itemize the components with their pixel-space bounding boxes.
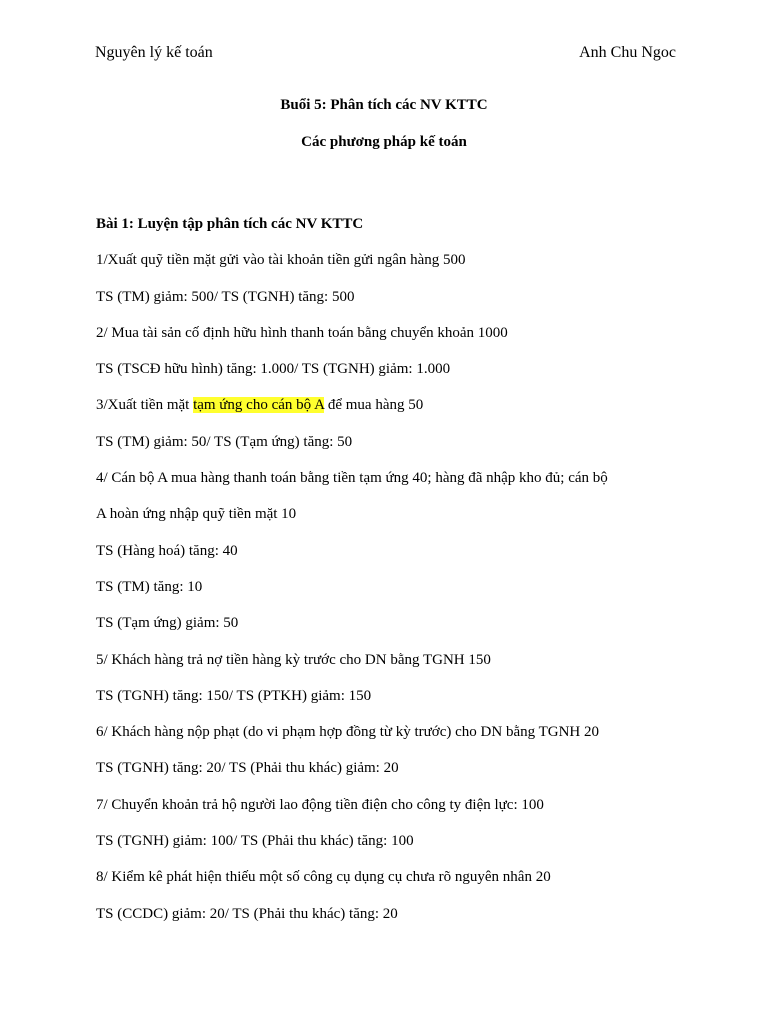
transaction-6: 6/ Khách hàng nộp phạt (do vi phạm hợp đồng từ kỳ trước) cho DN bằng TGNH 20: [96, 724, 600, 741]
analysis-7: TS (TGNH) giảm: 100/ TS (Phải thu khác) tăng: 100: [96, 833, 414, 850]
transaction-1: 1/Xuất quỹ tiền mặt gửi vào tài khoản tiền gửi ngân hàng 500: [96, 252, 466, 269]
analysis-5: TS (TGNH) tăng: 150/ TS (PTKH) giảm: 150: [96, 687, 372, 704]
header-course-name: Nguyên lý kế toán: [95, 44, 213, 61]
analysis-6: TS (TGNH) tăng: 20/ TS (Phải thu khác) giảm: 20: [96, 760, 399, 777]
analysis-2: TS (TSCĐ hữu hình) tăng: 1.000/ TS (TGNH) giảm: 1.000: [96, 361, 451, 378]
transaction-4-line-1: 4/ Cán bộ A mua hàng thanh toán bằng tiền tạm ứng 40; hàng đã nhập kho đủ; cán bộ: [96, 470, 608, 487]
transaction-3: [96, 387, 686, 423]
highlighted-text: tạm ứng cho cán bộ A: [193, 397, 325, 414]
analysis-4-b: TS (TM) tăng: 10: [96, 578, 203, 595]
analysis-1: TS (TM) giảm: 500/ TS (TGNH) tăng: 500: [96, 288, 355, 305]
analysis-3: TS (TM) giảm: 50/ TS (Tạm ứng) tăng: 50: [96, 433, 353, 450]
subtitle: Các phương pháp kế toán: [301, 134, 467, 150]
transaction-5: 5/ Khách hàng trả nợ tiền hàng kỳ trước cho DN bằng TGNH 150: [96, 651, 491, 668]
transaction-7: 7/ Chuyển khoản trả hộ người lao động tiền điện cho công ty điện lực: 100: [96, 796, 544, 813]
transaction-4-line-2: A hoàn ứng nhập quỹ tiền mặt 10: [96, 506, 297, 523]
transaction-8: 8/ Kiểm kê phát hiện thiếu một số công cụ dụng cụ chưa rõ nguyên nhân 20: [96, 869, 551, 886]
exercise-body: [96, 206, 686, 932]
transaction-3-part-a: 3/Xuất tiền mặt: [96, 397, 194, 414]
session-title: Buổi 5: Phân tích các NV KTTC: [280, 97, 488, 113]
header-author-name: Anh Chu Ngoc: [579, 44, 676, 61]
analysis-4-a: TS (Hàng hoá) tăng: 40: [96, 542, 238, 559]
exercise-heading: Bài 1: Luyện tập phân tích các NV KTTC: [96, 216, 364, 232]
analysis-4-c: TS (Tạm ứng) giảm: 50: [96, 615, 239, 632]
transaction-2: 2/ Mua tài sản cố định hữu hình thanh toán bằng chuyển khoản 1000: [96, 324, 508, 341]
transaction-3-part-c: để mua hàng 50: [324, 397, 424, 414]
analysis-8: TS (CCDC) giảm: 20/ TS (Phải thu khác) tăng: 20: [96, 905, 398, 922]
